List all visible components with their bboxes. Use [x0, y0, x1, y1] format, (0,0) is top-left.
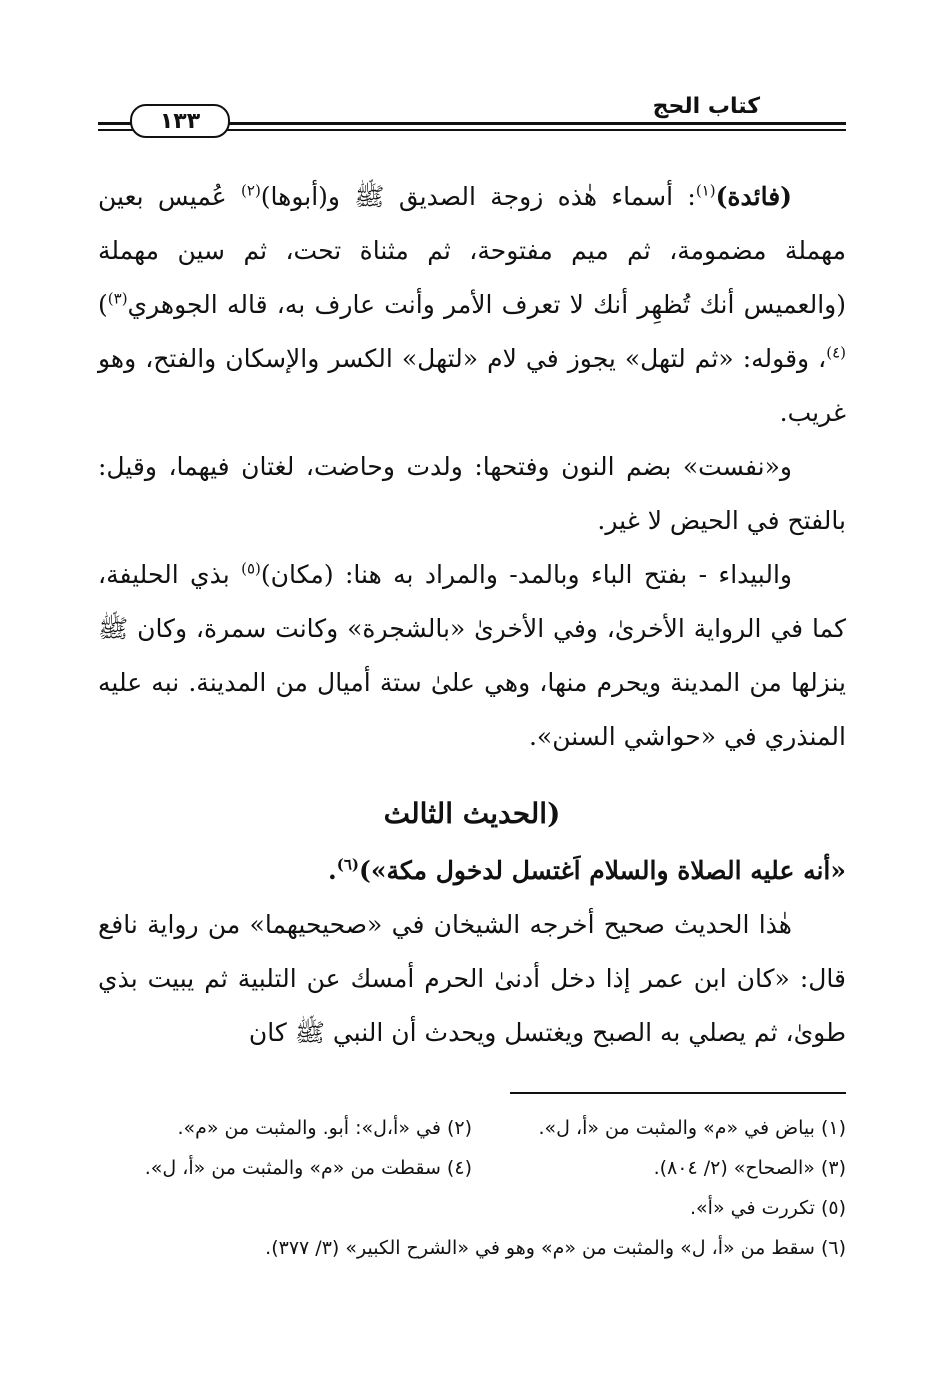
hadith-text — [98, 844, 846, 898]
footnote-row — [98, 1188, 846, 1228]
footnote-ref-3: (٣) — [107, 289, 128, 308]
paragraph-text: ) — [98, 290, 108, 319]
hadith-quote-text: «أنه عليه الصلاة والسلام اَغتسل لدخول مكة») — [358, 856, 846, 885]
paragraph-baydaa — [98, 548, 846, 764]
paragraph-text: ، وقوله: «ثم لتهل» يجوز في لام «لتهل» الكسر والإسكان والفتح، وهو غريب. — [98, 344, 846, 427]
footnote-3: (٣) «الصحاح» (٢/ ٨٠٤). — [653, 1157, 846, 1179]
footnote-1: (١) بياض في «م» والمثبت من «أ، ل». — [538, 1117, 846, 1139]
footnote-4: (٤) سقطت من «م» والمثبت من «أ، ل». — [144, 1157, 472, 1179]
footnote-row — [98, 1148, 846, 1188]
page-number: ١٣٣ — [130, 104, 230, 138]
footnote-separator — [510, 1092, 846, 1094]
footnote-5: (٥) تكررت في «أ». — [690, 1197, 846, 1219]
footnote-6: (٦) سقط من «أ، ل» والمثبت من «م» وهو في «الشرح الكبير» (٣/ ٣٧٧). — [265, 1237, 846, 1259]
book-title: كتاب الحج — [652, 94, 760, 119]
page-header — [98, 92, 846, 140]
paragraph-text: عُميس بعين مهملة مضمومة، ثم ميم مفتوحة، ثم مثناة تحت، ثم سين مهملة (والعميس أنك تُظهِر أنك لا تعرف الأمر وأنت عارف به، قاله الجوهري — [98, 182, 846, 319]
fa-ida-label: (فائدة) — [715, 182, 792, 211]
paragraph-text: بذي الحليفة، كما في الرواية الأخرىٰ، وفي الأخرىٰ «بالشجرة» وكانت سمرة، وكان ﷺ ينزلها من المدينة ويحرم منها، وهي علىٰ ستة أميال من المدينة. نبه عليه المنذري في «حواشي السنن». — [98, 560, 846, 751]
footnote-ref-5: (٥) — [241, 559, 261, 578]
paragraph-text: : أسماء هٰذه زوجة الصديق ﷺ و(أبوها) — [260, 182, 696, 211]
section-heading: (الحديث الثالث — [383, 797, 561, 830]
footnote-row — [98, 1228, 846, 1268]
main-text — [98, 170, 846, 1060]
footnote-ref-6: (٦) — [336, 855, 359, 874]
footnote-ref-2: (٢) — [241, 181, 261, 200]
footnote-ref-1: (١) — [695, 181, 716, 200]
paragraph-fa-ida — [98, 170, 846, 440]
footnote-2: (٢) في «أ،ل»: أبو. والمثبت من «م». — [177, 1117, 472, 1139]
paragraph-text: والبيداء - بفتح الباء وبالمد- والمراد به هنا: (مكان) — [260, 560, 792, 589]
footnote-ref-4: (٤) — [826, 343, 846, 362]
paragraph-takhrij: هٰذا الحديث صحيح أخرجه الشيخان في «صحيحيهما» من رواية نافع قال: «كان ابن عمر إذا دخل أدنىٰ الحرم أمسك عن التلبية ثم يبيت بذي طوىٰ، ثم يصلي به الصبح ويغتسل ويحدث أن النبي ﷺ كان — [98, 910, 846, 1047]
hadith-end: . — [327, 856, 337, 885]
footnotes — [98, 1108, 846, 1268]
paragraph-nufisat: و«نفست» بضم النون وفتحها: ولدت وحاضت، لغتان فيهما، وقيل: بالفتح في الحيض لا غير. — [98, 452, 846, 535]
footnote-row — [98, 1108, 846, 1148]
